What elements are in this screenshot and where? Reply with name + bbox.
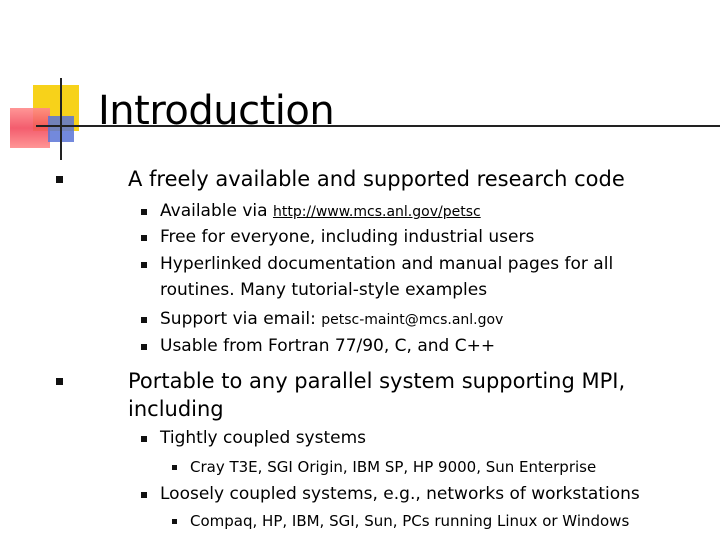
sub-sub-bullet-text: Compaq, HP, IBM, SGI, Sun, PCs running Linux or Windows [190, 512, 630, 530]
sub-bullet-text: Usable from Fortran 77/90, C, and C++ [160, 336, 496, 356]
slide-title: Introduction [98, 88, 335, 134]
decorative-vertical-line [60, 78, 62, 160]
sub-bullet-text-continued: routines. Many tutorial-style examples [160, 280, 488, 300]
sub-bullet-text: Free for everyone, including industrial users [160, 227, 535, 247]
bullet-text: A freely available and supported research code [128, 167, 625, 191]
sub-sub-bullet-square-icon [172, 519, 177, 524]
bullet-square-icon [56, 176, 63, 183]
sub-bullet-square-icon [141, 436, 147, 442]
petsc-url-link[interactable]: http://www.mcs.anl.gov/petsc [272, 204, 481, 220]
sub-bullet-square-icon [141, 209, 147, 215]
sub-bullet-square-icon [141, 492, 147, 498]
decorative-red-square [10, 108, 50, 148]
sub-sub-bullet-text: Cray T3E, SGI Origin, IBM SP, HP 9000, Sun Enterprise [190, 458, 597, 476]
sub-bullet-square-icon [141, 344, 147, 350]
sub-bullet-text: Available via [160, 201, 273, 221]
bullet-square-icon [56, 378, 63, 385]
bullet-text-continued: including [128, 397, 224, 421]
bullet-text: Portable to any parallel system supporting MPI, [128, 369, 626, 393]
sub-bullet-square-icon [141, 262, 147, 268]
sub-bullet-square-icon [141, 317, 147, 323]
sub-bullet-text: Loosely coupled systems, e.g., networks of workstations [160, 484, 640, 504]
sub-bullet-item [160, 200, 481, 223]
sub-sub-bullet-square-icon [172, 465, 177, 470]
sub-bullet-text: Support via email: [160, 309, 322, 329]
sub-bullet-square-icon [141, 235, 147, 241]
sub-bullet-text: Tightly coupled systems [160, 428, 367, 448]
support-email: petsc-maint@mcs.anl.gov [321, 312, 504, 328]
sub-bullet-item [160, 308, 503, 331]
sub-bullet-text: Hyperlinked documentation and manual pages for all [160, 254, 614, 274]
